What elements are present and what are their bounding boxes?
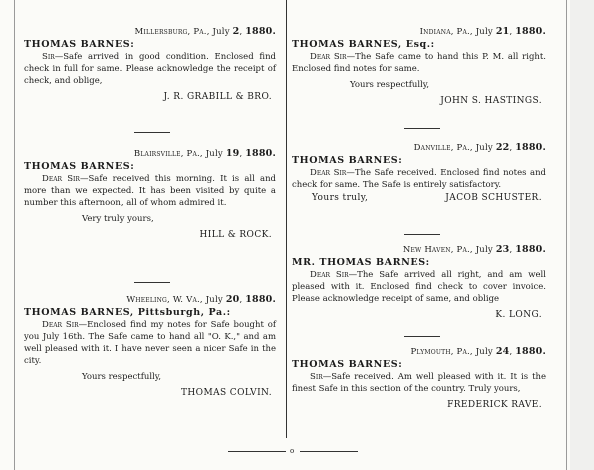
letter-body <box>292 371 546 395</box>
column-divider <box>286 0 287 438</box>
day: 23 <box>495 244 510 255</box>
salutation: MR. THOMAS BARNES: <box>292 257 430 268</box>
place: Wheeling, W. Va., <box>126 295 203 305</box>
salutation: THOMAS BARNES: <box>292 155 403 166</box>
letter-lead: Dear Sir <box>310 52 347 62</box>
closing: Yours respectfully, <box>350 80 430 90</box>
month: July <box>205 295 223 305</box>
signature: FREDERICK RAVE. <box>447 400 542 410</box>
separator-rule <box>404 234 440 235</box>
year: 1880. <box>245 294 276 305</box>
letter-long <box>292 244 546 321</box>
letter-lead: Dear Sir <box>310 270 349 280</box>
salutation: THOMAS BARNES: <box>24 39 135 50</box>
day: 22 <box>495 142 510 153</box>
year: 1880. <box>515 346 546 357</box>
separator-rule <box>134 282 170 283</box>
signature: J. R. GRABILL & BRO. <box>163 92 272 102</box>
letter-lead: Dear Sir <box>42 320 79 330</box>
letter-body <box>292 51 546 75</box>
place: Danville, Pa., <box>413 143 473 153</box>
separator-rule <box>404 336 440 337</box>
letter-schuster <box>292 142 546 204</box>
letter-grabill <box>24 26 276 103</box>
letter-body <box>292 269 546 305</box>
closing: Very truly yours, <box>82 214 154 224</box>
place: Blairsville, Pa., <box>133 149 203 159</box>
ornament-dot: o <box>290 447 295 455</box>
year: 1880. <box>515 26 546 37</box>
signoff <box>292 192 546 204</box>
month: July <box>205 149 223 159</box>
salutation: THOMAS BARNES, Pittsburgh, Pa.: <box>24 307 231 318</box>
signature: THOMAS COLVIN. <box>181 388 272 398</box>
page-margin <box>570 0 594 470</box>
day: 24 <box>495 346 510 357</box>
closing: Yours truly, <box>312 193 369 203</box>
day: 21 <box>495 26 510 37</box>
dateline: New Haven, Pa., July 23, 1880. <box>402 244 546 255</box>
separator-rule <box>404 128 440 129</box>
letter-lead: Sir <box>310 372 323 382</box>
month: July <box>212 27 230 37</box>
year: 1880. <box>245 148 276 159</box>
letter-text: —The Safe came to hand this P. M. all right. Enclosed find notes for same. <box>292 52 546 74</box>
letter-text: —The Safe received. Enclosed find notes and check for same. The Safe is entirely satisfactory. <box>292 168 546 190</box>
letter-body <box>292 167 546 191</box>
closing: Yours respectfully, <box>82 372 162 382</box>
dateline: Millersburg, Pa., July 2, 1880. <box>134 26 276 37</box>
place: New Haven, Pa., <box>402 245 473 255</box>
salutation: THOMAS BARNES: <box>24 161 135 172</box>
letter-hill-rock <box>24 148 276 241</box>
letter-text: —Safe received this morning. It is all and more than we expected. It has been visited by quite a number this afternoon, all of whom admired it. <box>24 174 276 208</box>
letter-colvin <box>24 294 276 399</box>
footer-ornament-rule <box>228 448 358 456</box>
salutation: THOMAS BARNES, Esq.: <box>292 39 435 50</box>
page-border-left <box>14 0 15 470</box>
dateline: Plymouth, Pa., July 24, 1880. <box>410 346 546 357</box>
place: Millersburg, Pa., <box>134 27 210 37</box>
year: 1880. <box>245 26 276 37</box>
letter-lead: Dear Sir <box>42 174 80 184</box>
letter-body <box>24 173 276 209</box>
place: Plymouth, Pa., <box>410 347 473 357</box>
ornament-line-left <box>228 451 286 452</box>
letter-rave <box>292 346 546 411</box>
ornament-line-right <box>300 451 358 452</box>
place: Indiana, Pa., <box>419 27 473 37</box>
letter-lead: Dear Sir <box>310 168 347 178</box>
month: July <box>475 27 493 37</box>
month: July <box>475 347 493 357</box>
letter-text: —Safe arrived in good condition. Enclosed find check in full for same. Please acknowledge the receipt of check, and oblige, <box>24 52 276 86</box>
signature: HILL & ROCK. <box>199 230 272 240</box>
year: 1880. <box>515 142 546 153</box>
dateline: Blairsville, Pa., July 19, 1880. <box>133 148 276 159</box>
letter-body <box>24 51 276 87</box>
letter-body <box>24 319 276 367</box>
separator-rule <box>134 132 170 133</box>
salutation: THOMAS BARNES: <box>292 359 403 370</box>
letter-lead: Sir <box>42 52 55 62</box>
year: 1880. <box>515 244 546 255</box>
letter-text: —Safe received. Am well pleased with it. It is the finest Safe in this section of the country. Truly yours, <box>292 372 546 394</box>
letter-text: —Enclosed find my notes for Safe bought of you July 16th. The Safe came to hand all "O. K.," and am well pleased with it. I have never seen a nicer Safe in the city. <box>24 320 276 366</box>
page-border-right <box>566 0 567 470</box>
dateline: Wheeling, W. Va., July 20, 1880. <box>126 294 276 305</box>
letter-hastings <box>292 26 546 107</box>
dateline: Indiana, Pa., July 21, 1880. <box>419 26 546 37</box>
day: 2 <box>232 26 240 37</box>
month: July <box>475 245 493 255</box>
day: 20 <box>225 294 240 305</box>
dateline: Danville, Pa., July 22, 1880. <box>413 142 546 153</box>
day: 19 <box>225 148 240 159</box>
signature: JOHN S. HASTINGS. <box>440 96 542 106</box>
month: July <box>475 143 493 153</box>
letter-text: —The Safe arrived all right, and am well pleased with it. Enclosed find check to cover invoice. Please acknowledge receipt of same, and oblige <box>292 270 546 304</box>
signature: JACOB SCHUSTER. <box>445 193 542 203</box>
signature: K. LONG. <box>495 310 542 320</box>
